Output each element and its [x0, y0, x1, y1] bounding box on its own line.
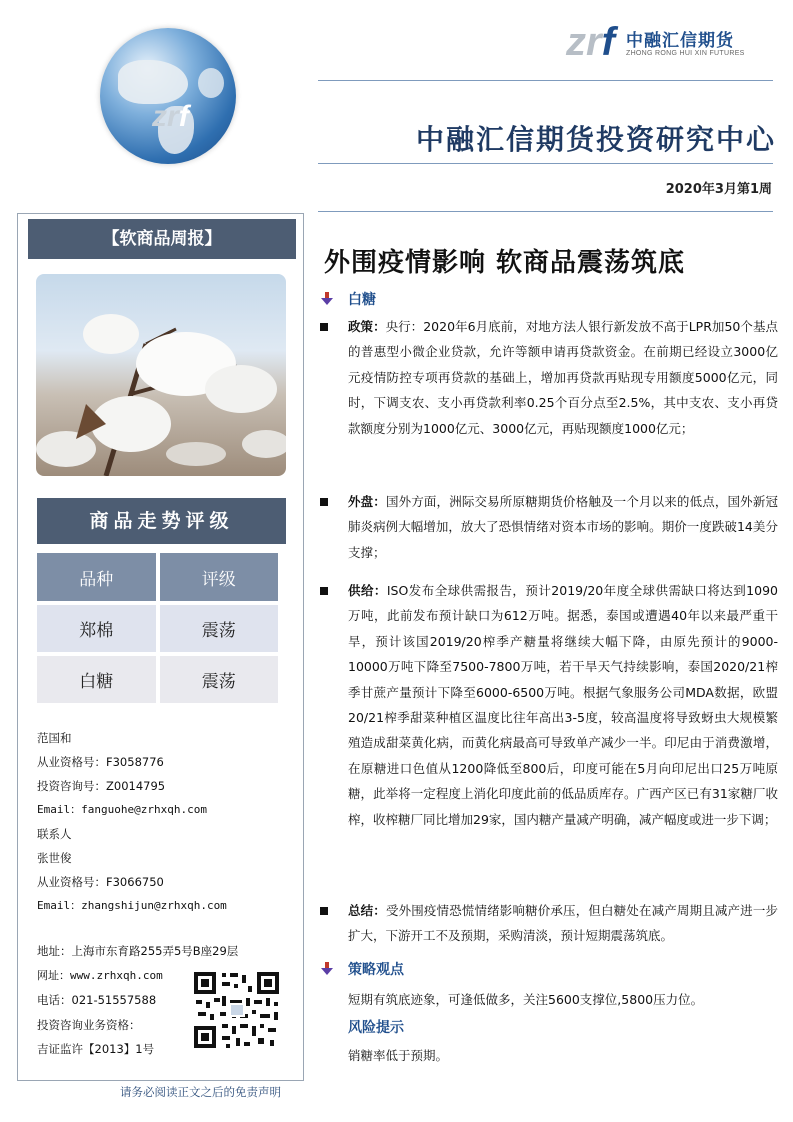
rating-cell: 震荡: [160, 656, 279, 703]
bullet-square-icon: [320, 498, 328, 506]
contact-line: 从业资格号：F3058776: [37, 755, 164, 769]
section-arrow-icon: [320, 962, 334, 976]
cotton-photo: [36, 274, 286, 476]
section-heading-sugar: 白糖: [320, 289, 376, 309]
address-line: 地址：上海市东育路255弄5号B座29层: [37, 944, 239, 958]
report-week: 2020年3月第1周: [665, 182, 772, 197]
header-divider-mid: [318, 163, 773, 164]
bullet-square-icon: [320, 907, 328, 915]
company-logo: [566, 20, 756, 70]
analyst-contacts: [37, 726, 287, 918]
section-heading-risk: 风险提示: [348, 1020, 404, 1036]
globe-logo-image: zrf: [100, 28, 236, 164]
table-row: [37, 656, 278, 703]
contact-line: 联系人: [37, 827, 72, 841]
bullet-policy: 政策：央行：2020年6月底前，对地方法人银行新发放不高于LPR加50个基点的普惠型小微企业贷款，允许等额申请再贷款资金。在前期已经设立3000亿元疫情防控专项再贷款的基础上，增加再贷款再贴现专用额度5000亿元，同时，下调支农、支小再贷款利率0.25个百分点至2.5%，其中支农、支小再贷款额度分别为1000亿元、3000亿元，再贴现额度1000亿元；: [320, 314, 778, 441]
report-type-tag: 【软商品周报】: [28, 219, 296, 259]
rating-header-variety: 品种: [37, 553, 156, 601]
qr-code: [192, 970, 281, 1050]
license-label: 投资咨询业务资格：: [37, 1017, 141, 1032]
table-row: [37, 605, 278, 652]
header-divider-bottom: [318, 211, 773, 212]
website-line: 网址：www.zrhxqh.com: [37, 968, 163, 982]
report-headline: 外围疫情影响 软商品震荡筑底: [324, 248, 686, 278]
header-divider-top: [318, 80, 773, 81]
rating-header-row: [37, 553, 278, 601]
contact-email: Email：fanguohe@zrhxqh.com: [37, 803, 207, 816]
contact-line: 张世俊: [37, 851, 72, 865]
bullet-square-icon: [320, 587, 328, 595]
contact-line: 从业资格号：F3066750: [37, 875, 164, 889]
company-name-cn: 中融汇信期货: [626, 31, 734, 51]
contact-line: 投资咨询号：Z0014795: [37, 779, 166, 793]
phone-line: 电话：021-51557588: [37, 993, 157, 1007]
license-number: 吉证监许【2013】1号: [37, 1042, 155, 1056]
logo-mark: zrf: [566, 20, 615, 64]
rating-section-title: 商品走势评级: [37, 498, 286, 544]
bullet-supply: 供给：ISO发布全球供需报告，预计2019/20年度全球供需缺口将达到1090万吨，此前发布预计缺口为612万吨。据悉，泰国或遭遇40年以来最严重干旱，预计该国2019/20榨季产糖量将继续大幅下降，由原先预计的9000-10000万吨下降至7500-7800万吨，若干旱天气持续影响，泰国2020/21榨季甘蔗产量预计下降至6000-6500万吨。根据气象服务公司MDA数据，欧盟20/21榨季甜菜种植区温度比往年高出3-5度，较高温度将导致蚜虫大规模繁殖造成甜菜黄化病，而黄化病最高可导致单产减少一半。印尼由于消费激增，在原糖进口色值从1200降低至800后，印度可能在5月向印尼出口25万吨原糖，此举将一定程度上消化印度此前的低品质库存。广西产区已有31家糖厂收榨，收榨糖厂同比增加29家，国内糖产量减产明确，减产幅度或进一步下调；: [320, 578, 778, 832]
strategy-text: 短期有筑底迹象，可逢低做多，关注5600支撑位,5800压力位。: [348, 992, 704, 1007]
rating-cell: 震荡: [160, 605, 279, 652]
variety-cell: 白糖: [37, 656, 156, 703]
bullet-external-market: 外盘：国外方面，洲际交易所原糖期货价格触及一个月以来的低点，国外新冠肺炎病例大幅增加，放大了恐惧情绪对资本市场的影响。期价一度跌破14美分支撑；: [320, 489, 778, 565]
variety-cell: 郑棉: [37, 605, 156, 652]
bullet-square-icon: [320, 323, 328, 331]
rating-table: [33, 549, 282, 707]
contact-email: Email：zhangshijun@zrhxqh.com: [37, 899, 227, 912]
section-arrow-icon: [320, 292, 334, 306]
section-heading-strategy: 策略观点: [320, 959, 404, 979]
research-center-title: 中融汇信期货投资研究中心: [415, 123, 776, 156]
company-name-en: ZHONG RONG HUI XIN FUTURES: [626, 50, 745, 57]
risk-text: 销糖率低于预期。: [348, 1048, 449, 1063]
contact-line: 范国和: [37, 731, 72, 745]
rating-header-rating: 评级: [160, 553, 279, 601]
bullet-summary: 总结：受外围疫情恐慌情绪影响糖价承压，但白糖处在减产周期且减产进一步扩大，下游开工不及预期，采购清淡，预计短期震荡筑底。: [320, 898, 778, 949]
disclaimer-note: 请务必阅读正文之后的免责声明: [120, 1085, 281, 1099]
